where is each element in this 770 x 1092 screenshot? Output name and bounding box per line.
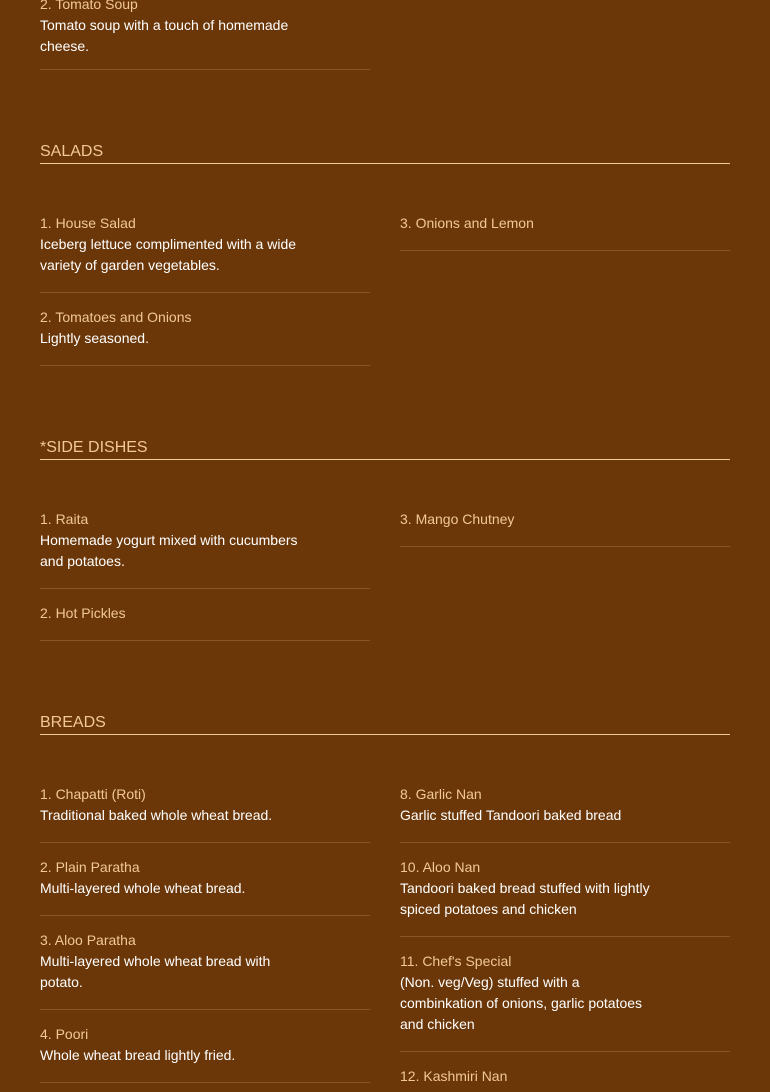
- item-name: 4. Poori: [40, 1026, 89, 1042]
- item-name: 10. Aloo Nan: [400, 859, 481, 875]
- menu-item-garlic-nan: [400, 784, 730, 843]
- item-name: 2. Tomato Soup: [40, 0, 138, 12]
- item-description: Garlic stuffed Tandoori baked bread: [400, 807, 622, 823]
- item-description: Iceberg lettuce complimented with a wide variety of garden vegetables.: [40, 236, 297, 273]
- menu-item-chefs-special: [400, 951, 730, 1052]
- menu-item-house-salad: [40, 213, 370, 293]
- menu-item-aloo-nan: [400, 857, 730, 937]
- item-description: (Non. veg/Veg) stuffed with a combinkation of onions, garlic potatoes and chicken: [400, 974, 643, 1032]
- menu-item-poori: [40, 1024, 370, 1083]
- item-name: 1. House Salad: [40, 215, 136, 231]
- menu-item-aloo-paratha: [40, 930, 370, 1010]
- item-name: 3. Mango Chutney: [400, 511, 515, 527]
- item-name: 12. Kashmiri Nan: [400, 1068, 508, 1084]
- item-description: Lightly seasoned.: [40, 330, 149, 346]
- menu-item-hot-pickles: [40, 603, 370, 641]
- item-description: Tandoori baked bread stuffed with lightly spiced potatoes and chicken: [400, 880, 650, 917]
- item-name: 11. Chef's Special: [400, 953, 512, 969]
- menu-item-tomatoes-and-onions: [40, 307, 370, 366]
- item-description: Homemade yogurt mixed with cucumbers and potatoes.: [40, 532, 298, 569]
- item-name: 3. Onions and Lemon: [400, 215, 534, 231]
- item-name: 2. Hot Pickles: [40, 605, 126, 621]
- item-name: 1. Chapatti (Roti): [40, 786, 146, 802]
- item-description: Multi-layered whole wheat bread.: [40, 880, 246, 896]
- menu-item-chapatti: [40, 784, 370, 843]
- item-name: 2. Tomatoes and Onions: [40, 309, 192, 325]
- menu-item-kashmiri-nan: [400, 1066, 730, 1092]
- item-name: 1. Raita: [40, 511, 89, 527]
- item-name: 8. Garlic Nan: [400, 786, 482, 802]
- section-title-breads: BREADS: [40, 713, 730, 735]
- section-title-salads: SALADS: [40, 142, 730, 164]
- item-description: Traditional baked whole wheat bread.: [40, 807, 273, 823]
- item-description: Multi-layered whole wheat bread with potato.: [40, 953, 271, 990]
- item-name: 3. Aloo Paratha: [40, 932, 136, 948]
- section-title-side-dishes: *SIDE DISHES: [40, 438, 730, 460]
- menu-item-plain-paratha: [40, 857, 370, 916]
- item-name: 2. Plain Paratha: [40, 859, 140, 875]
- menu-item-onions-and-lemon: [400, 213, 730, 251]
- menu-item-tomato-soup: [40, 0, 370, 70]
- menu-item-mango-chutney: [400, 509, 730, 547]
- menu-item-raita: [40, 509, 370, 589]
- item-description: Tomato soup with a touch of homemade cheese.: [40, 17, 289, 54]
- item-description: Whole wheat bread lightly fried.: [40, 1047, 236, 1063]
